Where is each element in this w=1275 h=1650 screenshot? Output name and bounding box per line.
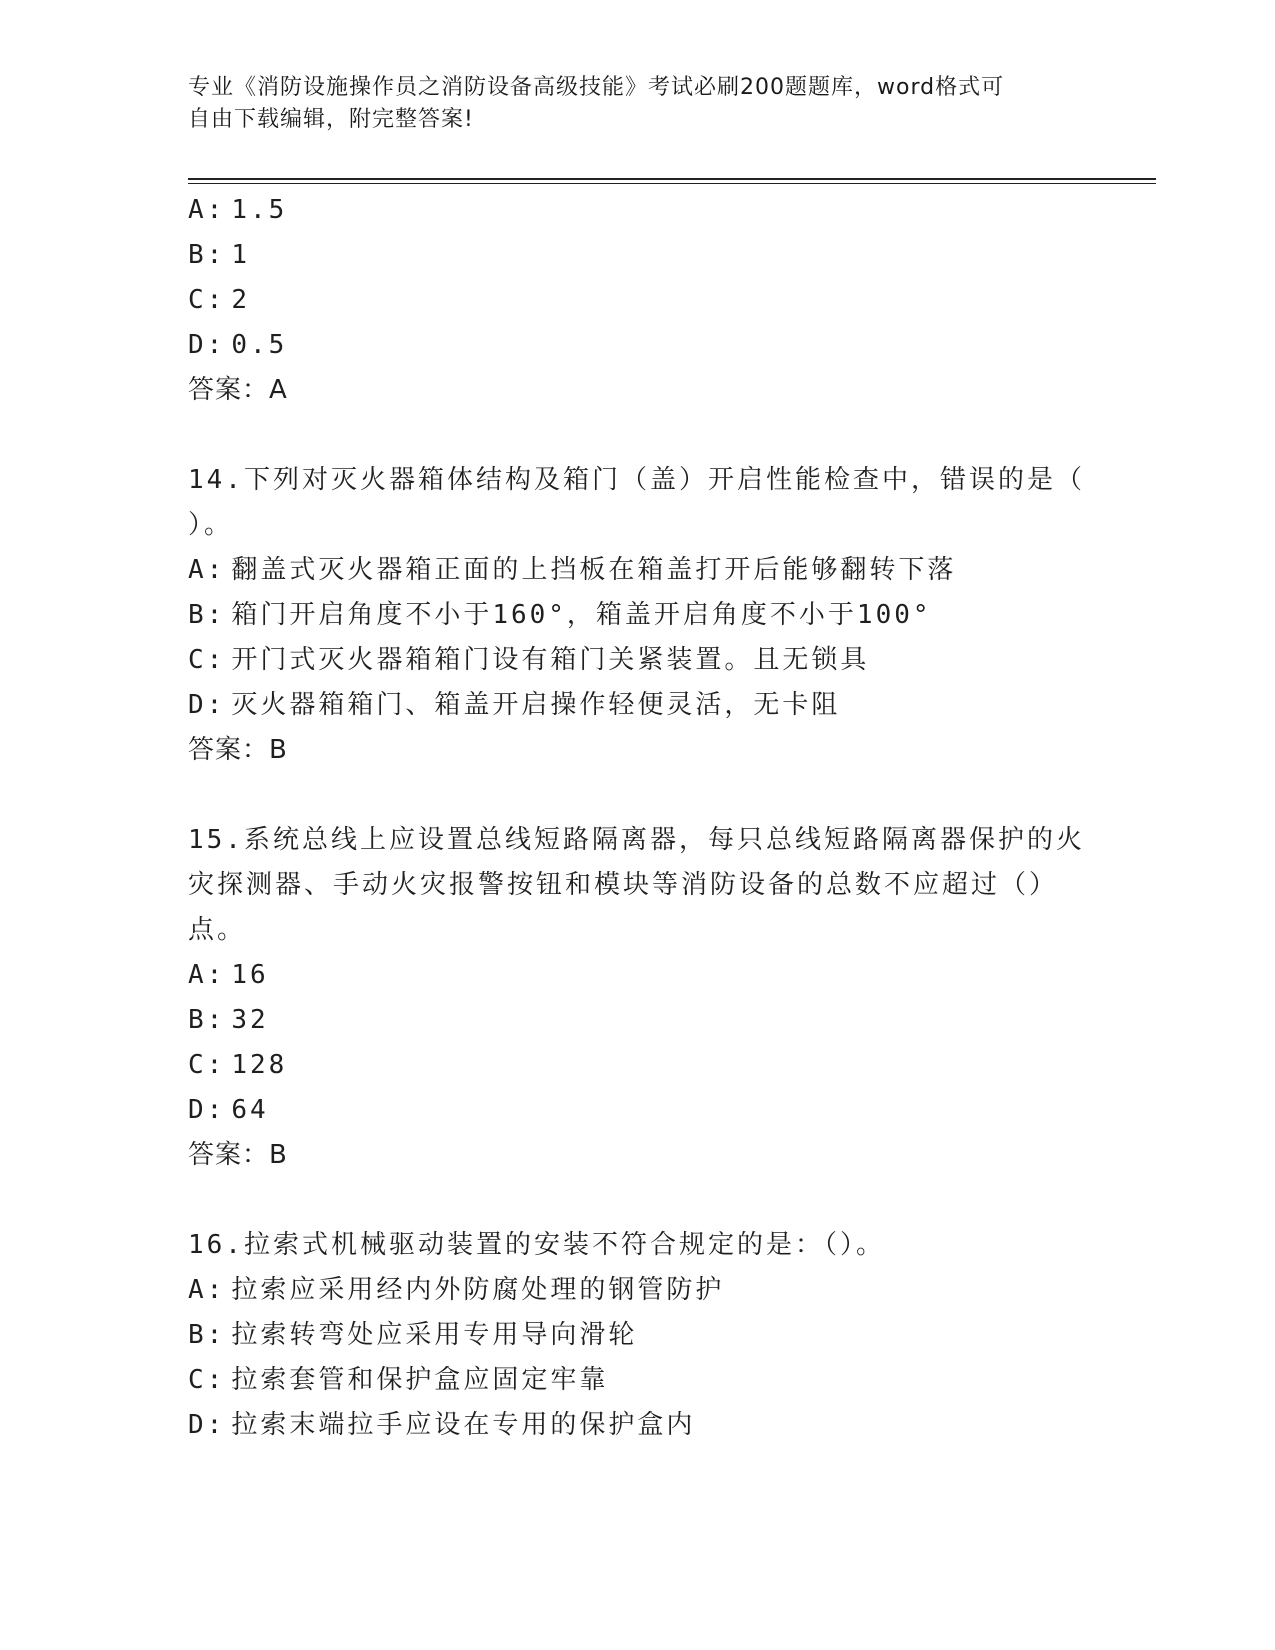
q14-option-b <box>188 600 932 630</box>
q16-option-a <box>188 1275 724 1305</box>
option-text: 拉索转弯处应采用专用导向滑轮 <box>231 1320 638 1350</box>
q13-option-a <box>188 195 287 225</box>
option-text: 拉索应采用经内外防腐处理的钢管防护 <box>231 1275 725 1305</box>
option-prefix: A: <box>188 1275 226 1305</box>
q16-option-d <box>188 1410 695 1440</box>
q13-option-b <box>188 240 250 270</box>
option-prefix: C: <box>188 1050 226 1080</box>
option-prefix: D: <box>188 1410 226 1440</box>
option-text: 1 <box>231 240 250 270</box>
q14-stem-line-1: 14.下列对灭火器箱体结构及箱门（盖）开启性能检查中，错误的是（ <box>188 465 1085 495</box>
q15-option-d <box>188 1095 269 1125</box>
option-text: 拉索套管和保护盒应固定牢靠 <box>231 1365 609 1395</box>
q15-stem-line-2: 灾探测器、手动火灾报警按钮和模块等消防设备的总数不应超过（） <box>188 870 1059 900</box>
option-prefix: B: <box>188 600 226 630</box>
option-prefix: A: <box>188 195 226 225</box>
header-line-2: 自由下载编辑，附完整答案! <box>188 107 474 132</box>
option-text: 灭火器箱箱门、箱盖开启操作轻便灵活，无卡阻 <box>231 690 841 720</box>
option-text: 1.5 <box>231 195 288 225</box>
q14-option-a <box>188 555 956 585</box>
option-prefix: D: <box>188 690 226 720</box>
q15-answer: 答案：B <box>188 1140 288 1170</box>
q13-option-d <box>188 330 287 360</box>
option-text: 64 <box>231 1095 269 1125</box>
option-prefix: D: <box>188 330 226 360</box>
option-text: 32 <box>231 1005 269 1035</box>
header-line-1: 专业《消防设施操作员之消防设备高级技能》考试必刷200题题库，word格式可 <box>188 75 1005 100</box>
option-prefix: B: <box>188 240 226 270</box>
q14-stem-line-2: ）。 <box>188 510 234 540</box>
option-text: 拉索末端拉手应设在专用的保护盒内 <box>231 1410 696 1440</box>
q15-option-b <box>188 1005 269 1035</box>
header-divider <box>188 178 1156 180</box>
document-header <box>188 72 1088 136</box>
option-prefix: D: <box>188 1095 226 1125</box>
q15-option-a <box>188 960 269 990</box>
q16-option-b <box>188 1320 637 1350</box>
option-prefix: B: <box>188 1320 226 1350</box>
option-prefix: B: <box>188 1005 226 1035</box>
q14-option-d <box>188 690 840 720</box>
option-text: 128 <box>231 1050 288 1080</box>
option-prefix: C: <box>188 645 226 675</box>
q13-answer: 答案：A <box>188 375 288 405</box>
q15-stem-line-3: 点。 <box>188 915 247 945</box>
q16-option-c <box>188 1365 608 1395</box>
q15-stem-line-1: 15.系统总线上应设置总线短路隔离器，每只总线短路隔离器保护的火 <box>188 825 1085 855</box>
option-text: 箱门开启角度不小于160°，箱盖开启角度不小于100° <box>231 600 932 630</box>
option-prefix: A: <box>188 960 226 990</box>
option-prefix: C: <box>188 1365 226 1395</box>
q14-option-c <box>188 645 869 675</box>
option-text: 16 <box>231 960 269 990</box>
option-text: 2 <box>231 285 250 315</box>
option-text: 0.5 <box>231 330 288 360</box>
q16-stem-line-1: 16.拉索式机械驱动装置的安装不符合规定的是：（）。 <box>188 1230 885 1260</box>
option-prefix: C: <box>188 285 226 315</box>
header-divider-thin <box>188 183 1156 184</box>
q13-option-c <box>188 285 250 315</box>
q14-answer: 答案：B <box>188 735 288 765</box>
q15-option-c <box>188 1050 287 1080</box>
option-prefix: A: <box>188 555 226 585</box>
option-text: 开门式灭火器箱箱门设有箱门关紧装置。且无锁具 <box>231 645 870 675</box>
option-text: 翻盖式灭火器箱正面的上挡板在箱盖打开后能够翻转下落 <box>231 555 957 585</box>
